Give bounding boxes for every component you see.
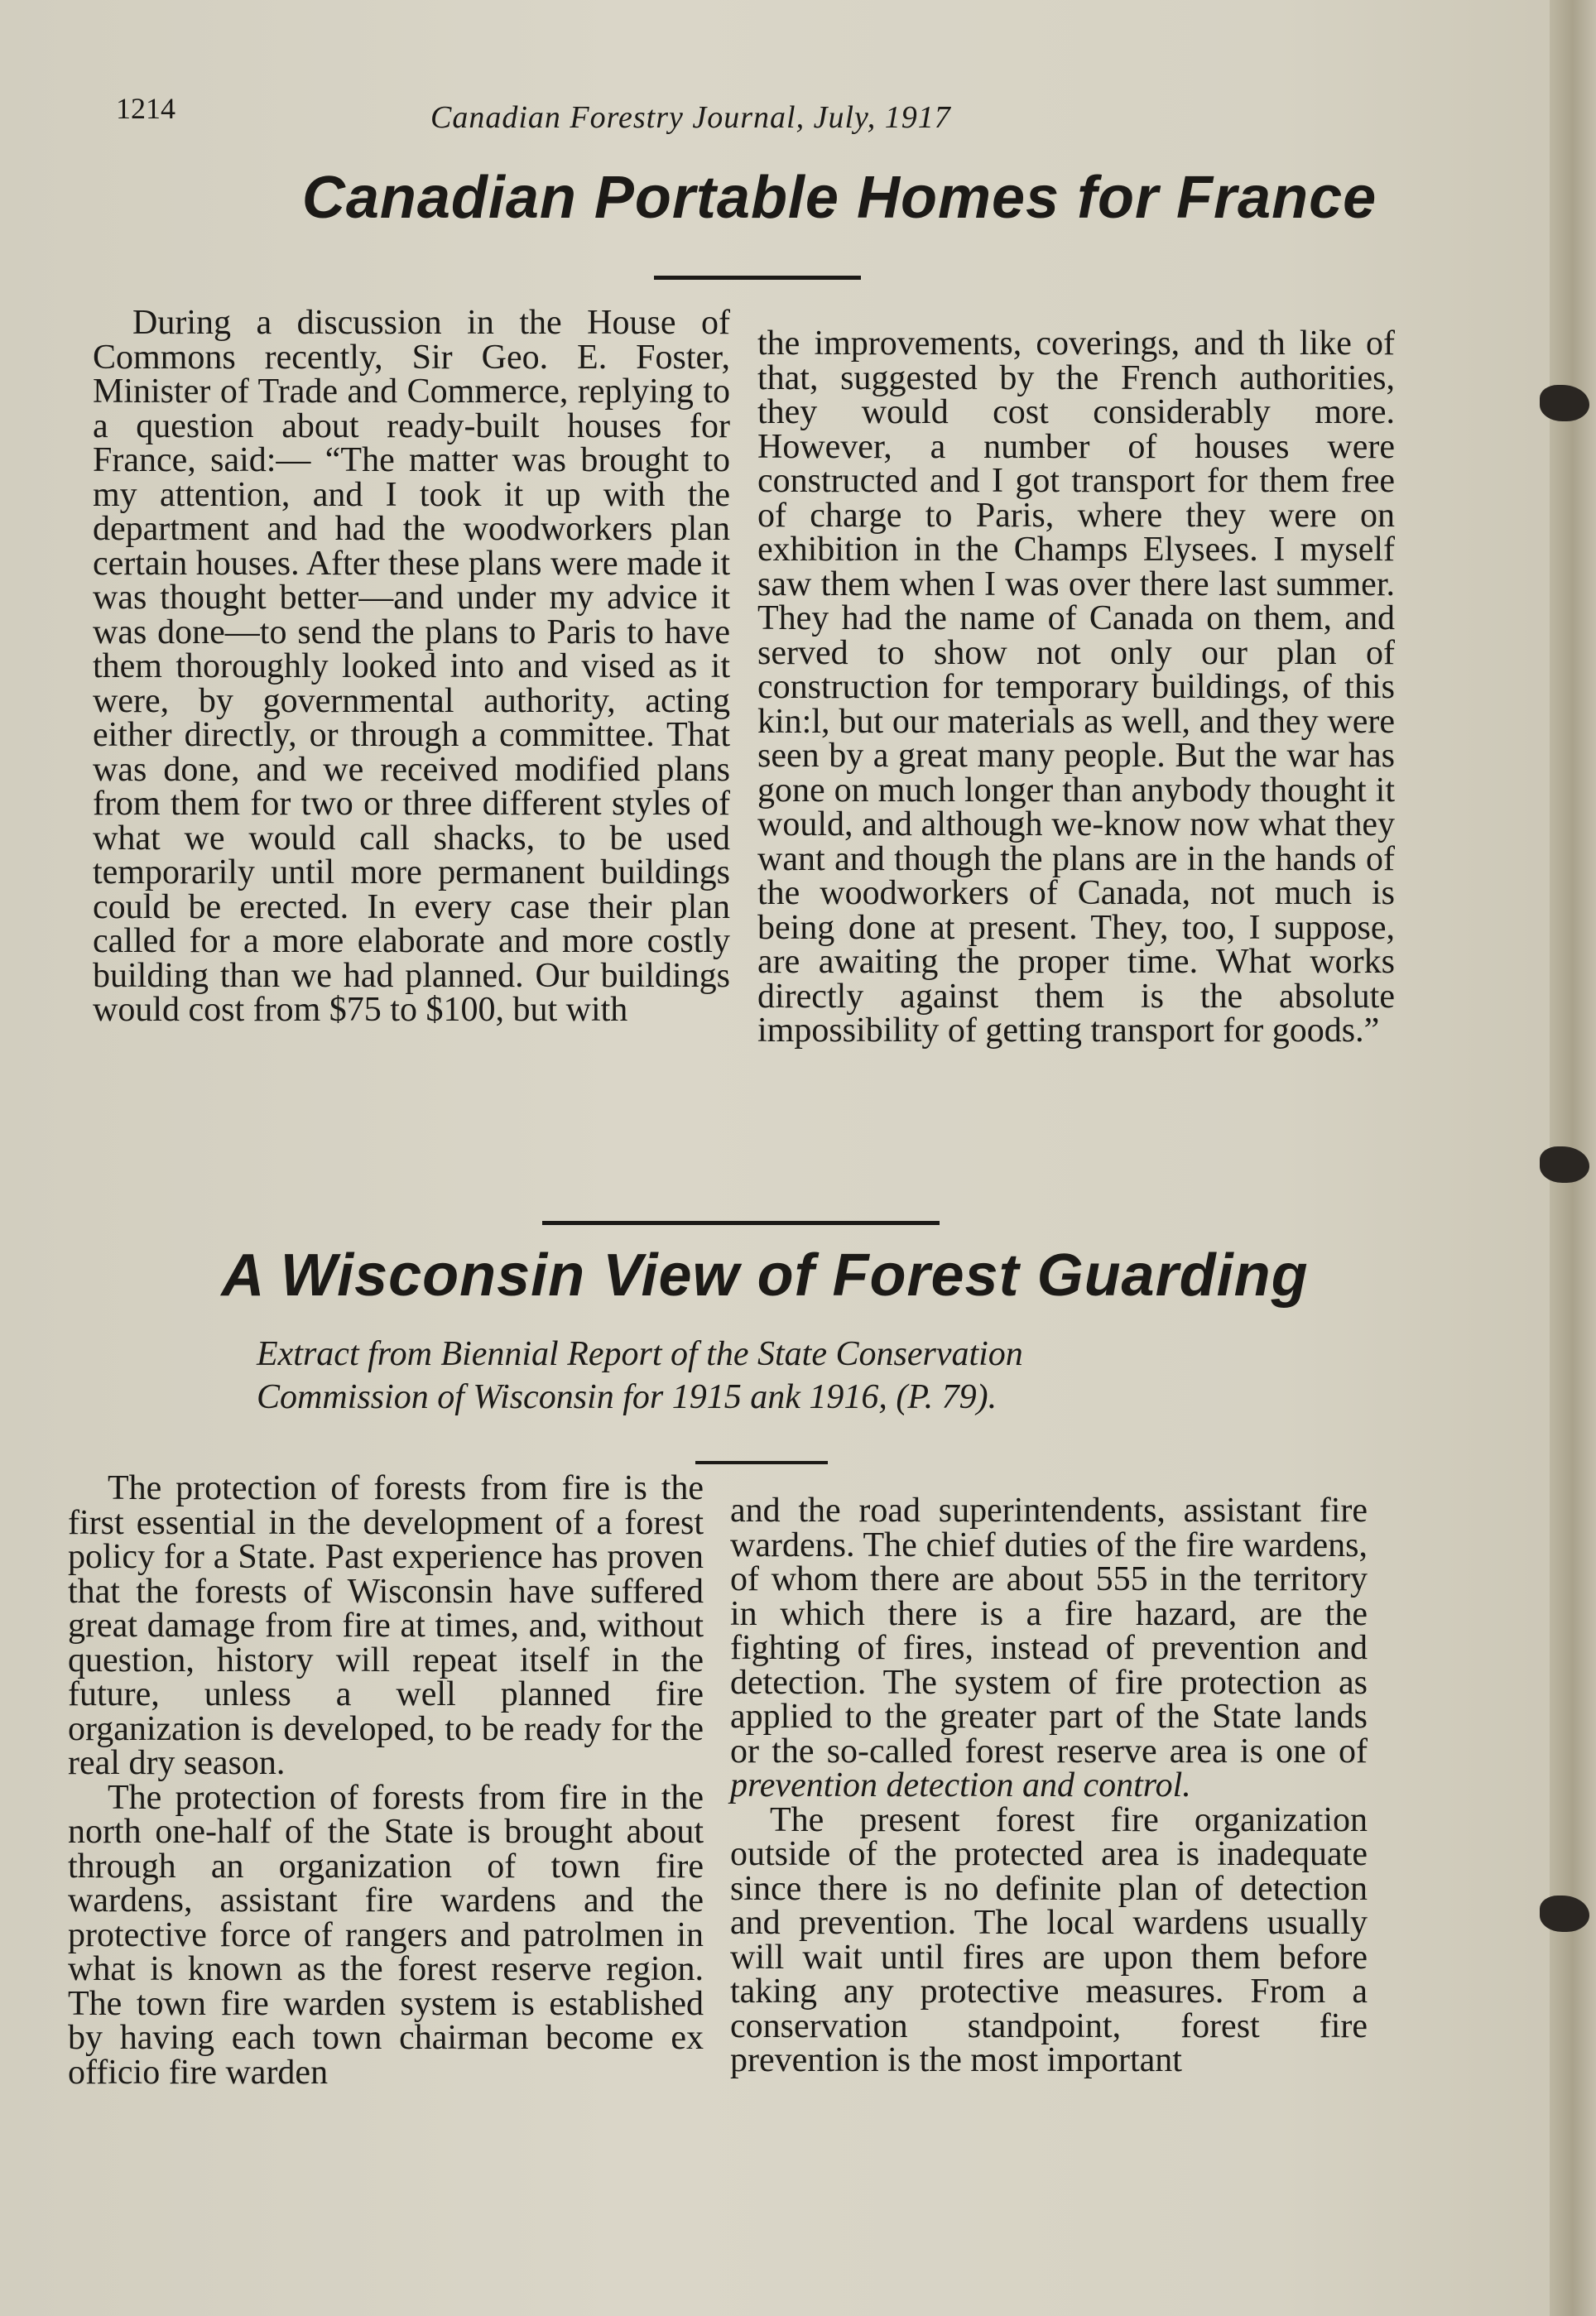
running-head: Canadian Forestry Journal, July, 1917	[430, 100, 951, 135]
article-column-left	[68, 1469, 704, 2092]
paragraph: the improvements, coverings, and th like of that, suggested by the French authorities, they would cost considerably more. However, a number of houses were constructed and I got transport for them free of charge to Paris, where they were on exhibition in the Champs Elysees. I myself saw them when I was over there last summer. They had the name of Canada on them, and served to show not only our plan of construction for temporary buildings, of this kin:l, but our materials as well, and they were seen by a great many people. But the war has gone on much longer than anybody thought it would, and although we-know now what they want and though the plans are in the hands of the woodworkers of Canada, not much is being done at present. They, too, I suppose, are awaiting the proper time. What works directly against them is the absolute impossibility of getting transport for goods.”	[757, 324, 1395, 1050]
subtitle-line: Commission of Wisconsin for 1915 ank 1916, (P. 79).	[257, 1378, 997, 1416]
paragraph: The protection of forests from fire is the first essential in the development of a forest policy for a State. Past experience has proven that the forests of Wisconsin have suffered great damage from fire at times, and, without question, history will repeat itself in the future, unless a well planned fire organization is developed, to be ready for the real dry season.	[68, 1469, 704, 1782]
article-column-right	[730, 1494, 1368, 2078]
section-divider	[542, 1221, 940, 1225]
article-subtitle	[257, 1333, 1250, 1419]
title-rule	[654, 276, 861, 280]
paragraph: The present forest fire organization outside of the protected area is inadequate since there is no definite plan of detection and prevention. The local wardens usually will wait until fires are upon them before taking any protective measures. From a conservation standpoint, forest fire prevention is the most important	[730, 1800, 1368, 2079]
binding-clip	[1540, 1896, 1589, 1932]
page-number: 1214	[116, 92, 175, 125]
subtitle-rule	[695, 1461, 828, 1464]
paragraph-text: and the road superintendents, assistant fire wardens. The chief duties of the fire wardens, of whom there are about 555 in the territory in which there is a fire hazard, are the fighting of fires, instead of prevention and detection. The system of fire protection as applied to the greater part of the State lands or the so-called forest reserve area is one of	[730, 1492, 1368, 1771]
article-title: Canadian Portable Homes for France	[301, 165, 1377, 231]
paragraph: During a discussion in the House of Commons recently, Sir Geo. E. Foster, Minister of Trade and Commerce, replying to a question about ready-built houses for France, said:— “The matter was brought to my attention, and I took it up with the department and had the woodworkers plan certain houses. After these plans were made it was thought better—and under my advice it was done—to send the plans to Paris to have them thoroughly looked into and vised as it were, by governmental authority, acting either directly, or through a committee. That was done, and we received modified plans from them for two or three different styles of what we would call shacks, to be used temporarily until more permanent buildings could be erected. In every case their plan called for a more elaborate and more costly building than we had planned. Our buildings would cost from $75 to $100, but with	[93, 304, 730, 1029]
emphasis-text: prevention detection and control.	[730, 1766, 1191, 1804]
subtitle-line: Extract from Biennial Report of the State Conservation	[257, 1335, 1023, 1373]
paragraph: The protection of forests from fire in the north one-half of the State is brought about through an organization of town fire wardens, assistant fire wardens and the protective force of rangers and patrolmen in what is known as the forest reserve region. The town fire warden system is established by having each town chairman become ex officio fire warden	[68, 1778, 704, 2092]
binding-clip	[1540, 385, 1589, 421]
paragraph	[730, 1494, 1368, 1804]
article-title: A Wisconsin View of Forest Guarding	[221, 1242, 1309, 1309]
article-column-left	[93, 306, 730, 1028]
article-column-right	[757, 324, 1395, 1050]
binding-clip	[1540, 1146, 1589, 1183]
page-header	[108, 91, 1449, 141]
